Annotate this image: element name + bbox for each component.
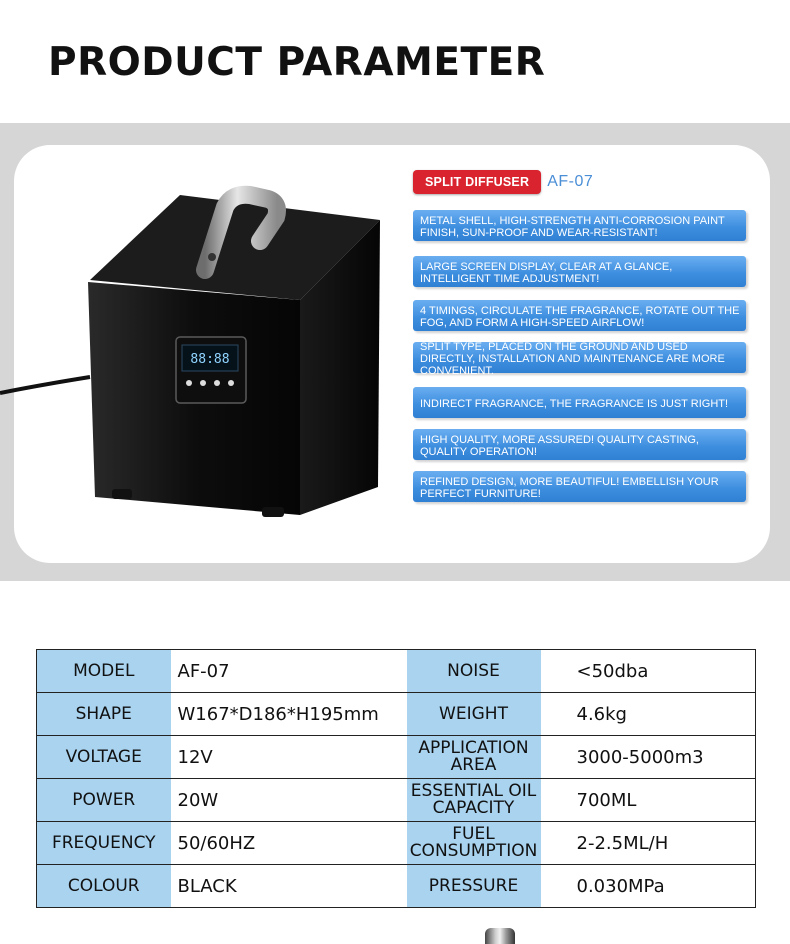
spec-value: 4.6kg	[541, 693, 756, 736]
spec-label: APPLICATION AREA	[407, 736, 541, 779]
feature-item: 4 TIMINGS, CIRCULATE THE FRAGRANCE, ROTATE OUT THE FOG, AND FORM A HIGH-SPEED AIRFLOW!	[413, 300, 746, 331]
product-tag-row	[413, 170, 593, 194]
panel-button	[214, 380, 220, 386]
next-image-peek	[485, 928, 515, 944]
panel-button	[186, 380, 192, 386]
panel-button	[228, 380, 234, 386]
spec-value: 700ML	[541, 779, 756, 822]
spec-label: ESSENTIAL OIL CAPACITY	[407, 779, 541, 822]
panel-button	[200, 380, 206, 386]
feature-item: HIGH QUALITY, MORE ASSURED! QUALITY CASTING, QUALITY OPERATION!	[413, 429, 746, 460]
spec-value: 12V	[171, 736, 407, 779]
table-row	[37, 736, 756, 779]
table-row	[37, 779, 756, 822]
spec-label: VOLTAGE	[37, 736, 171, 779]
spec-label: COLOUR	[37, 865, 171, 908]
spec-label: FUEL CONSUMPTION	[407, 822, 541, 865]
spec-value: AF-07	[171, 650, 407, 693]
spec-label: POWER	[37, 779, 171, 822]
product-model-label: AF-07	[547, 173, 594, 190]
spec-label: NOISE	[407, 650, 541, 693]
feature-item: LARGE SCREEN DISPLAY, CLEAR AT A GLANCE, INTELLIGENT TIME ADJUSTMENT!	[413, 256, 746, 287]
spec-value: 2-2.5ML/H	[541, 822, 756, 865]
spec-value: 50/60HZ	[171, 822, 407, 865]
table-row	[37, 693, 756, 736]
feature-item: INDIRECT FRAGRANCE, THE FRAGRANCE IS JUST RIGHT!	[413, 387, 746, 418]
feature-item: METAL SHELL, HIGH-STRENGTH ANTI-CORROSION PAINT FINISH, SUN-PROOF AND WEAR-RESISTANT!	[413, 210, 746, 241]
diffuser-product-image	[0, 185, 400, 545]
feature-item: SPLIT TYPE, PLACED ON THE GROUND AND USED DIRECTLY, INSTALLATION AND MAINTENANCE ARE MORE CONVENIENT.	[413, 342, 746, 373]
table-row	[37, 650, 756, 693]
page-title: PRODUCT PARAMETER	[48, 40, 546, 85]
spec-value: <50dba	[541, 650, 756, 693]
power-cable	[0, 377, 90, 393]
foot	[112, 489, 132, 499]
spec-table	[36, 649, 756, 908]
spec-value: 20W	[171, 779, 407, 822]
spec-label: FREQUENCY	[37, 822, 171, 865]
spec-label: SHAPE	[37, 693, 171, 736]
table-row	[37, 822, 756, 865]
spec-label: PRESSURE	[407, 865, 541, 908]
product-type-badge: SPLIT DIFFUSER	[413, 170, 541, 194]
panel-display: 88:88	[190, 352, 230, 367]
foot	[262, 507, 284, 517]
table-row	[37, 865, 756, 908]
spec-label: MODEL	[37, 650, 171, 693]
spec-label: WEIGHT	[407, 693, 541, 736]
spec-value: W167*D186*H195mm	[171, 693, 407, 736]
feature-item: REFINED DESIGN, MORE BEAUTIFUL! EMBELLISH YOUR PERFECT FURNITURE!	[413, 471, 746, 502]
spec-value: 3000-5000m3	[541, 736, 756, 779]
spec-value: BLACK	[177, 875, 237, 897]
spec-value: 0.030MPa	[576, 875, 665, 897]
